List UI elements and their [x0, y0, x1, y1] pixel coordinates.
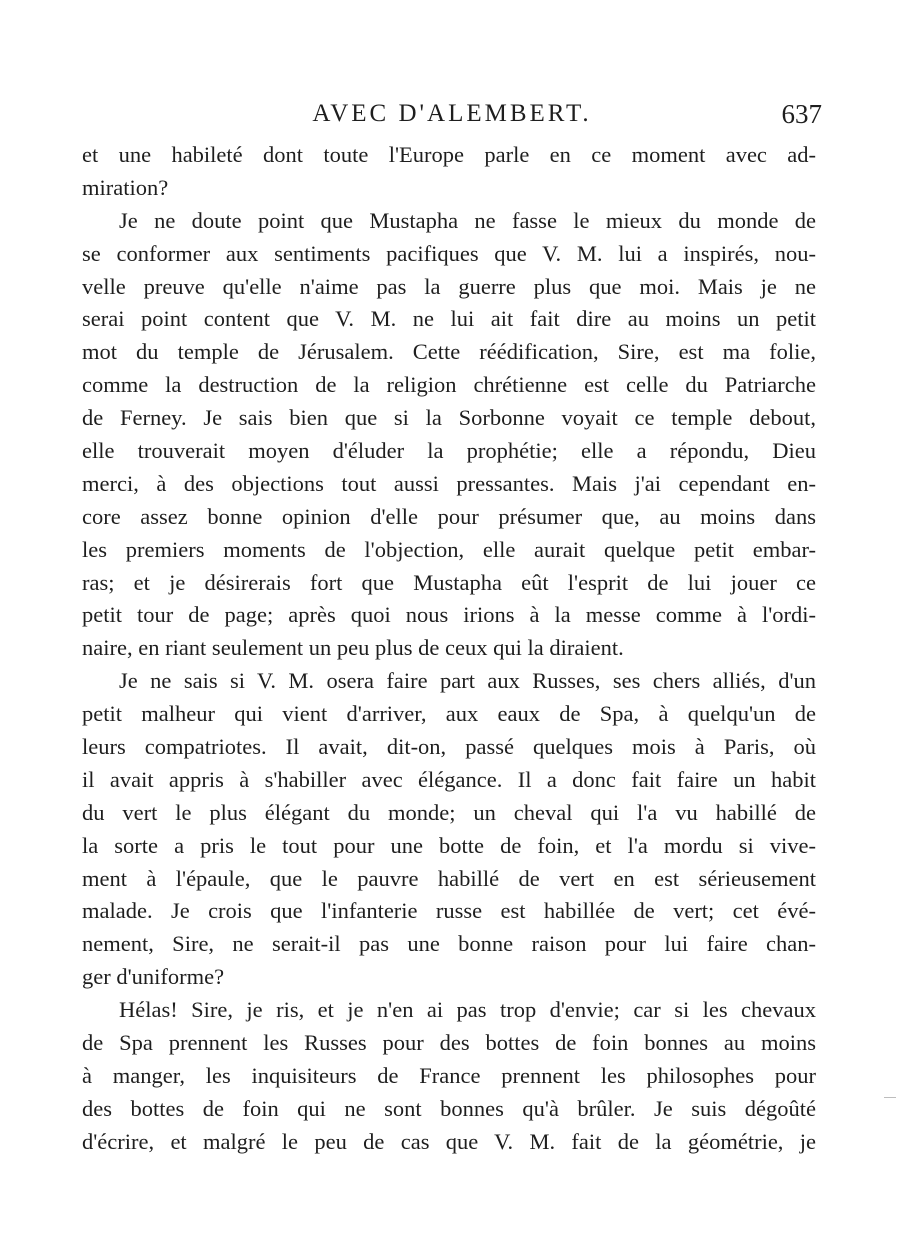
text-line: nement, Sire, ne serait-il pas une bonne raison pour lui faire chan-	[82, 931, 816, 957]
text-line: à manger, les inquisiteurs de France prennent les philosophes pour	[82, 1062, 816, 1088]
body-text	[82, 139, 816, 1159]
text-line: leurs compatriotes. Il avait, dit-on, passé quelques mois à Paris, où	[82, 734, 816, 760]
running-title: AVEC D'ALEMBERT.	[312, 100, 592, 127]
text-line: les premiers moments de l'objection, elle aurait quelque petit embar-	[82, 536, 816, 562]
margin-mark	[884, 1097, 896, 1098]
text-line: Je ne sais si V. M. osera faire part aux Russes, ses chers alliés, d'un	[119, 668, 816, 694]
text-line: comme la destruction de la religion chrétienne est celle du Patriarche	[82, 372, 816, 398]
text-line: core assez bonne opinion d'elle pour présumer que, au moins dans	[82, 503, 816, 529]
text-line: petit malheur qui vient d'arriver, aux eaux de Spa, à quelqu'un de	[82, 701, 816, 727]
text-line: Je ne doute point que Mustapha ne fasse le mieux du monde de	[119, 207, 816, 233]
text-line: miration?	[82, 174, 169, 200]
text-line: ger d'uniforme?	[82, 964, 225, 990]
text-line: ment à l'épaule, que le pauvre habillé de vert en est sérieusement	[82, 865, 816, 891]
paragraph	[82, 139, 816, 205]
text-line: elle trouverait moyen d'éluder la prophétie; elle a répondu, Dieu	[82, 438, 816, 464]
text-line: naire, en riant seulement un peu plus de ceux qui la diraient.	[82, 635, 624, 661]
text-line: mot du temple de Jérusalem. Cette réédification, Sire, est ma folie,	[82, 339, 816, 365]
paragraph	[82, 665, 816, 994]
text-line: du vert le plus élégant du monde; un cheval qui l'a vu habillé de	[82, 799, 816, 825]
text-line: il avait appris à s'habiller avec élégance. Il a donc fait faire un habit	[82, 766, 816, 792]
text-line: velle preuve qu'elle n'aime pas la guerre plus que moi. Mais je ne	[82, 273, 816, 299]
text-line: des bottes de foin qui ne sont bonnes qu'à brûler. Je suis dégoûté	[82, 1095, 816, 1121]
text-line: petit tour de page; après quoi nous irions à la messe comme à l'ordi-	[82, 602, 816, 628]
text-line: se conformer aux sentiments pacifiques que V. M. lui a inspirés, nou-	[82, 240, 816, 266]
text-line: merci, à des objections tout aussi pressantes. Mais j'ai cependant en-	[82, 470, 816, 496]
text-line: la sorte a pris le tout pour une botte de foin, et l'a mordu si vive-	[82, 832, 816, 858]
text-line: malade. Je crois que l'infanterie russe est habillée de vert; cet évé-	[82, 898, 816, 924]
text-line: de Spa prennent les Russes pour des bottes de foin bonnes au moins	[82, 1030, 816, 1056]
text-line: Hélas! Sire, je ris, et je n'en ai pas trop d'envie; car si les chevaux	[119, 997, 816, 1023]
text-line: et une habileté dont toute l'Europe parle en ce moment avec ad-	[82, 142, 816, 167]
running-head	[82, 94, 822, 134]
paragraph	[82, 205, 816, 665]
page-number: 637	[781, 99, 822, 129]
text-line: de Ferney. Je sais bien que si la Sorbonne voyait ce temple debout,	[82, 405, 816, 431]
text-line: ras; et je désirerais fort que Mustapha eût l'esprit de lui jouer ce	[82, 569, 816, 595]
paragraph	[82, 994, 816, 1158]
text-line: serai point content que V. M. ne lui ait fait dire au moins un petit	[82, 306, 816, 332]
text-line: d'écrire, et malgré le peu de cas que V. M. fait de la géométrie, je	[82, 1128, 816, 1154]
